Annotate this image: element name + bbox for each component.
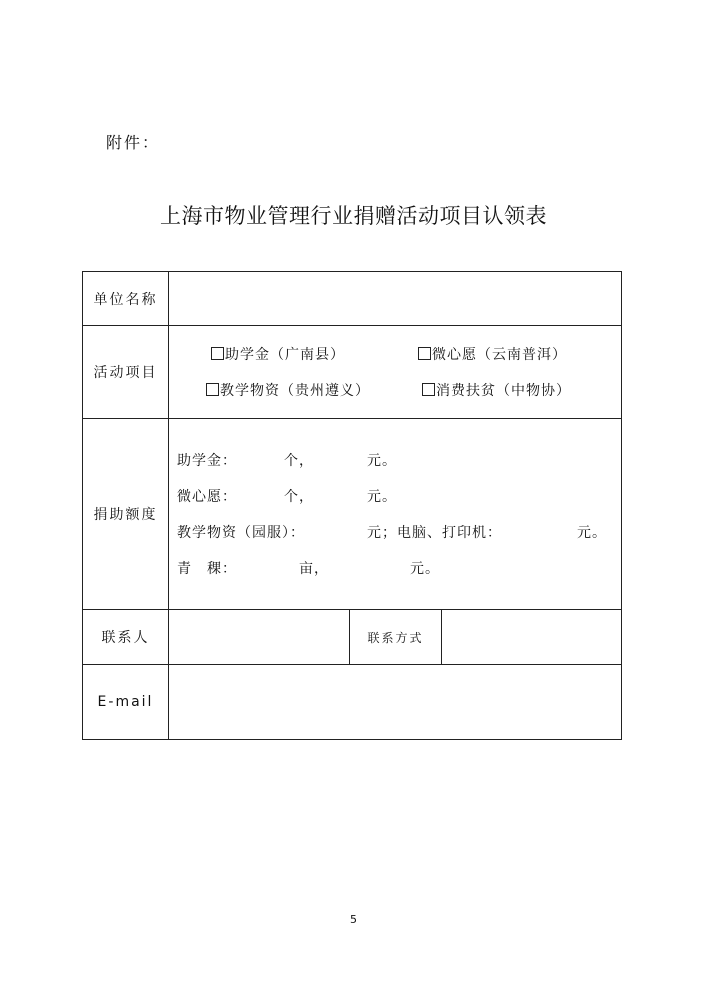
- contact-person-label: 联系人: [83, 610, 169, 665]
- unit-name-row: [83, 272, 622, 326]
- amount-line-barley[interactable]: [169, 550, 621, 586]
- page-number: 5: [350, 913, 357, 926]
- amount-unit: 元。: [367, 489, 397, 505]
- activity-option-label: 教学物资（贵州遵义）: [220, 383, 370, 399]
- amount-line-wish[interactable]: [169, 478, 621, 514]
- activity-label: 活动项目: [83, 326, 169, 419]
- amount-line-scholarship[interactable]: [169, 442, 621, 478]
- amount-unit: 亩，: [299, 561, 329, 577]
- checkbox-icon[interactable]: [422, 383, 435, 396]
- checkbox-icon[interactable]: [211, 347, 224, 360]
- amount-unit: 元。: [410, 561, 440, 577]
- contact-person-field[interactable]: [169, 610, 350, 665]
- activity-option-label: 消费扶贫（中物协）: [436, 383, 571, 399]
- activity-options: [169, 326, 622, 419]
- amount-unit: 个，: [284, 453, 314, 469]
- activity-option-label: 微心愿（云南普洱）: [432, 347, 567, 363]
- contact-method-label: 联系方式: [350, 610, 442, 665]
- amount-item-label: 青 稞：: [177, 561, 237, 577]
- amount-item-label: 教学物资（园服）：: [177, 525, 305, 541]
- activity-option-label: 助学金（广南县）: [225, 347, 345, 363]
- amount-unit: 元。: [367, 453, 397, 469]
- amount-unit: 个，: [284, 489, 314, 505]
- checkbox-icon[interactable]: [206, 383, 219, 396]
- amount-row: [83, 419, 622, 610]
- claim-form-table: [82, 271, 622, 740]
- amount-unit: 元；电脑、打印机：: [367, 525, 502, 541]
- attachment-label: 附件：: [106, 133, 161, 152]
- amount-unit: 元。: [577, 525, 607, 541]
- unit-name-field[interactable]: [169, 272, 622, 326]
- activity-option-scholarship[interactable]: [211, 344, 345, 364]
- activity-option-consumption[interactable]: [422, 380, 571, 400]
- activity-option-supplies[interactable]: [206, 380, 370, 400]
- contact-row: [83, 610, 622, 665]
- amount-label: 捐助额度: [83, 419, 169, 610]
- unit-name-label: 单位名称: [83, 272, 169, 326]
- checkbox-icon[interactable]: [418, 347, 431, 360]
- page-title: 上海市物业管理行业捐赠活动项目认领表: [160, 204, 547, 228]
- amount-line-supplies[interactable]: [169, 514, 621, 550]
- amount-item-label: 微心愿：: [177, 489, 237, 505]
- email-label: E-mail: [83, 665, 169, 740]
- contact-method-field[interactable]: [442, 610, 622, 665]
- email-field[interactable]: [169, 665, 622, 740]
- activity-option-wish[interactable]: [418, 344, 567, 364]
- amount-details: [169, 419, 622, 610]
- amount-item-label: 助学金：: [177, 453, 237, 469]
- activity-row: [83, 326, 622, 419]
- email-row: [83, 665, 622, 740]
